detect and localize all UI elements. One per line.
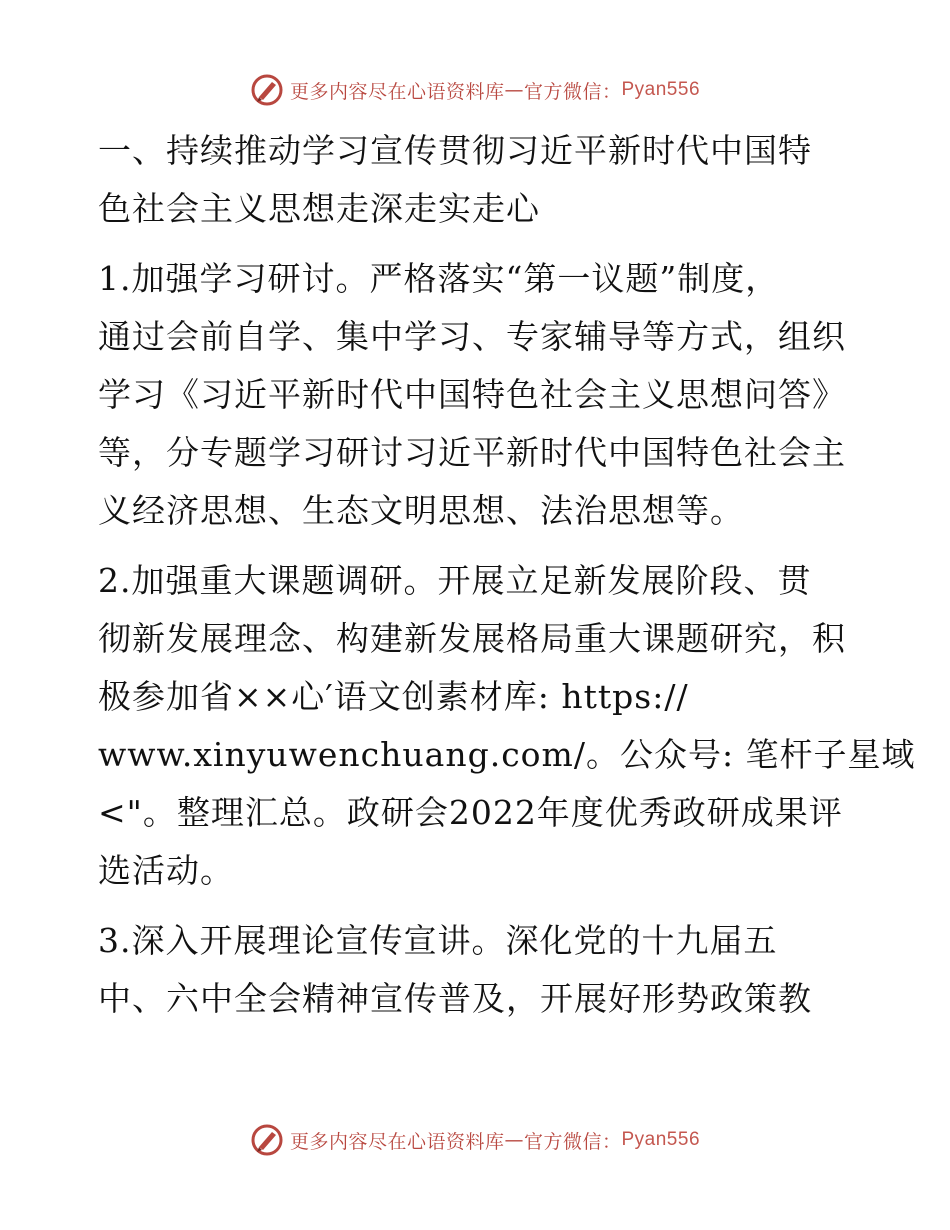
footer-watermark	[0, 1120, 950, 1160]
paragraph-line: 极参加省××心′语文创素材库: https://	[98, 677, 689, 716]
header-watermark	[0, 70, 950, 110]
paragraph-2	[98, 552, 916, 900]
watermark-wechat-label: 官方微信：	[523, 1130, 622, 1153]
heading-line: 一、持续推动学习宣传贯彻习近平新时代中国特	[98, 131, 812, 170]
paragraph-line: 学习《习近平新时代中国特色社会主义思想问答》	[98, 375, 846, 414]
paragraph-1	[98, 250, 858, 540]
document-body	[98, 122, 916, 1040]
watermark-dash: —	[504, 79, 524, 101]
paragraph-line: 1.加强学习研讨。严格落实“第一议题”制度，	[98, 259, 780, 298]
pen-logo-icon	[250, 1123, 284, 1157]
paragraph-3	[98, 912, 858, 1028]
watermark-wechat-id: Pyan556	[621, 1129, 701, 1150]
paragraph-line: 等，分专题学习研讨习近平新时代中国特色社会主	[98, 433, 846, 472]
paragraph-line: 义经济思想、生态文明思想、法治思想等。	[98, 491, 744, 530]
watermark-dash: —	[504, 1129, 524, 1151]
paragraph-line: 彻新发展理念、构建新发展格局重大课题研究，积	[98, 619, 846, 658]
paragraph-line: 2.加强重大课题调研。开展立足新发展阶段、贯	[98, 561, 812, 600]
section-heading	[98, 122, 858, 238]
watermark-wechat-id: Pyan556	[621, 79, 701, 100]
paragraph-line: <"。整理汇总。政研会2022年度优秀政研成果评	[98, 793, 843, 832]
pen-logo-icon	[250, 73, 284, 107]
paragraph-line: 3.深入开展理论宣传宣讲。深化党的十九届五	[98, 921, 778, 960]
paragraph-line: 中、六中全会精神宣传普及，开展好形势政策教	[98, 979, 812, 1018]
watermark-site-text: 更多内容尽在心语资料库	[289, 80, 505, 103]
paragraph-line: 通过会前自学、集中学习、专家辅导等方式，组织	[98, 317, 846, 356]
paragraph-line: 选活动。	[98, 851, 234, 890]
watermark-wechat-label: 官方微信：	[523, 80, 622, 103]
heading-line: 色社会主义思想走深走实走心	[98, 189, 540, 228]
paragraph-line: www.xinyuwenchuang.com/。公众号: 笔杆子星域	[98, 735, 916, 774]
watermark-site-text: 更多内容尽在心语资料库	[289, 1130, 505, 1153]
